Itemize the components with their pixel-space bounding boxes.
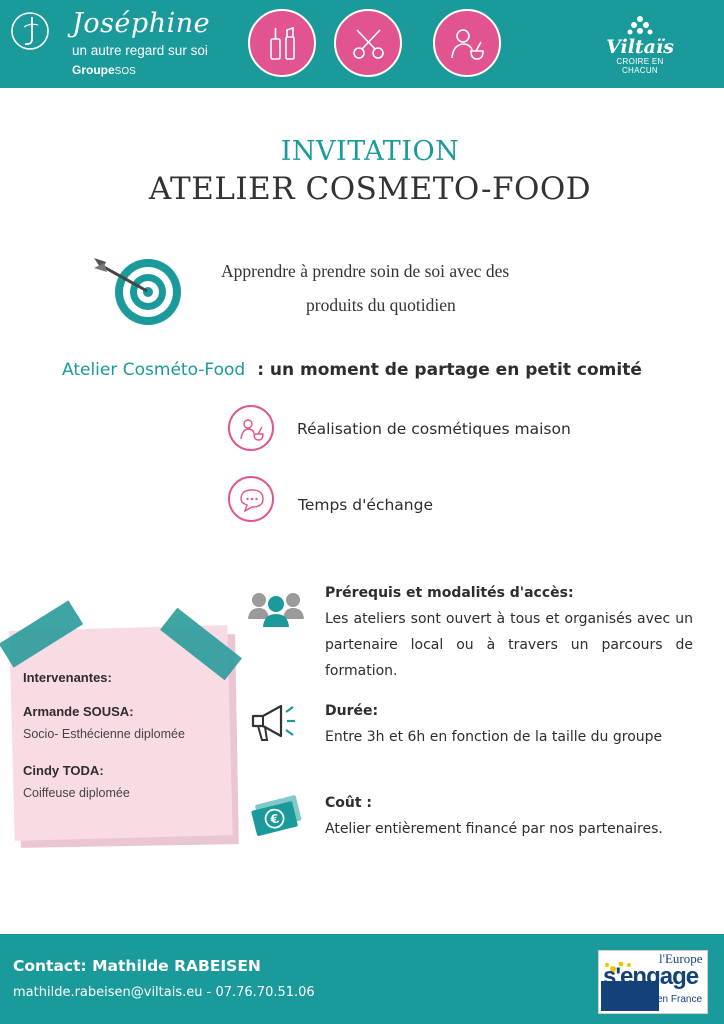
josephine-logo-icon <box>10 11 50 51</box>
speaker-1-name: Armande SOUSA: <box>23 704 134 719</box>
header-banner <box>0 0 724 88</box>
invitation-heading: INVITATION <box>280 136 460 167</box>
intro-line-1: Apprendre à prendre soin de soi avec des <box>221 261 510 281</box>
brand-name: Joséphine <box>72 8 211 39</box>
duration-title: Durée: <box>325 703 379 719</box>
partner-name: Viltaïs <box>606 36 674 58</box>
target-icon <box>92 254 184 328</box>
eu-line-2: s'engage <box>603 963 699 990</box>
care-icon <box>449 25 487 63</box>
megaphone-icon <box>247 700 297 746</box>
subtitle-tagline: : un moment de partage en petit comité <box>257 360 642 380</box>
contact-details[interactable]: mathilde.rabeisen@viltais.eu - 07.76.70.51.06 <box>13 985 315 1000</box>
eu-line-1: l'Europe <box>659 951 703 966</box>
scissors-icon <box>350 25 388 63</box>
feature-exchange: Temps d'échange <box>298 496 433 514</box>
care-circle <box>433 9 501 77</box>
subtitle-workshop-name: Atelier Cosméto-Food <box>62 360 246 380</box>
scissors-circle <box>334 9 402 77</box>
prereq-body: Les ateliers sont ouvert à tous et organisés avec un partenaire local ou à travers un parcours de formation. <box>325 611 693 679</box>
makeup-circle <box>248 9 316 77</box>
eu-logo <box>598 950 708 1014</box>
intro-line-2: produits du quotidien <box>306 295 456 315</box>
cosmetics-icon <box>239 416 265 442</box>
speaker-2-role: Coiffeuse diplomée <box>23 786 130 800</box>
makeup-icon <box>264 25 302 63</box>
speakers-heading: Intervenantes: <box>23 670 112 685</box>
euro-banknote-icon <box>250 791 304 841</box>
partner-slogan: CROIRE EN CHACUN <box>616 57 664 75</box>
eu-line-3: en France <box>657 994 703 1005</box>
speaker-1-role: Socio- Esthécienne diplomée <box>23 727 185 741</box>
brand-group <box>72 63 136 77</box>
cost-body: Atelier entièrement financé par nos partenaires. <box>325 821 663 837</box>
brand-tagline: un autre regard sur soi <box>72 43 208 58</box>
cosmetics-ring <box>228 405 274 451</box>
partner-logo <box>600 15 680 75</box>
page-title: ATELIER COSMETO-FOOD <box>148 171 592 207</box>
people-icon <box>248 589 306 629</box>
brand-group-suffix: SOS <box>114 66 136 77</box>
brand-group-label: Groupe <box>72 63 115 77</box>
speaker-2-name: Cindy TODA: <box>23 763 104 778</box>
subtitle <box>62 360 642 380</box>
viltais-dots-icon <box>627 15 653 37</box>
prereq-title: Prérequis et modalités d'accès: <box>325 585 574 601</box>
cost-title: Coût : <box>325 795 373 811</box>
contact-name: Contact: Mathilde RABEISEN <box>13 957 261 975</box>
chat-ring <box>228 476 274 522</box>
chat-icon <box>239 487 265 513</box>
feature-cosmetics: Réalisation de cosmétiques maison <box>297 420 571 438</box>
duration-body: Entre 3h et 6h en fonction de la taille du groupe <box>325 729 663 745</box>
svg-text:€: € <box>268 811 281 827</box>
